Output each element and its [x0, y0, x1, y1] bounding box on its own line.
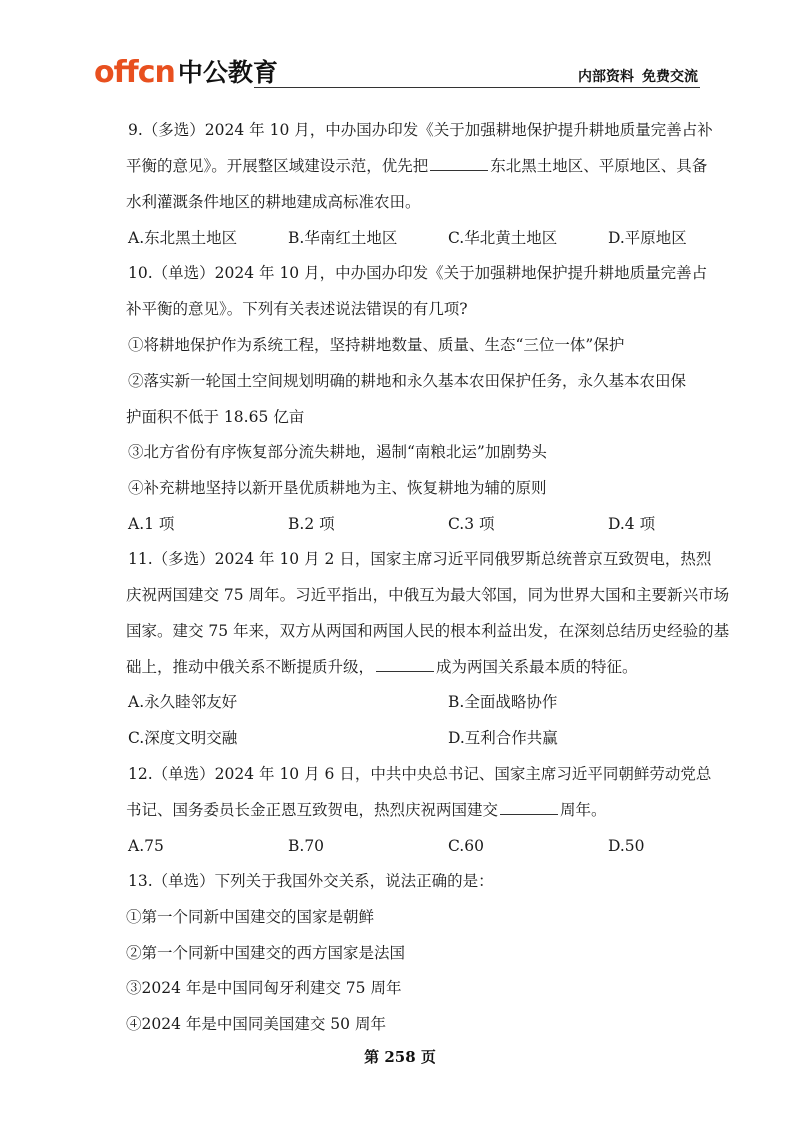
q9-option-c: C.华北黄土地区 [448, 229, 558, 247]
q9-line2a: 平衡的意见》。开展整区域建设示范，优先把 [126, 157, 429, 175]
q12-option-c: C.60 [448, 837, 484, 855]
q9-line2 [126, 156, 707, 176]
q9-blank [430, 156, 488, 171]
q10-statement-1: ①将耕地保护作为系统工程，坚持耕地数量、质量、生态“三位一体”保护 [128, 336, 625, 354]
q13-statement-1: ①第一个同新中国建交的国家是朝鲜 [126, 908, 375, 926]
q12-option-a: A.75 [128, 837, 164, 855]
header-rule [254, 87, 700, 88]
tag-internal: 内部资料 [578, 69, 634, 85]
q11-line4b: 成为两国关系最本质的特征。 [436, 658, 638, 676]
header-tags [578, 66, 698, 86]
q12-option-b: B.70 [288, 837, 325, 855]
q12-line2a: 书记、国务委员长金正恩互致贺电，热烈庆祝两国建交 [126, 801, 499, 819]
q11-line1: 11.（多选）2024 年 10 月 2 日，国家主席习近平同俄罗斯总统普京互致贺电，热烈 [128, 550, 712, 568]
q11-option-c: C.深度文明交融 [128, 729, 238, 747]
q10-line1: 10.（单选）2024 年 10 月，中办国办印发《关于加强耕地保护提升耕地质量完善占 [128, 264, 708, 282]
q13-statement-4: ④2024 年是中国同美国建交 50 周年 [126, 1015, 386, 1033]
logo-cn: 中公教育 [177, 58, 278, 87]
q9-line3: 水利灌溉条件地区的耕地建成高标准农田。 [126, 193, 421, 211]
q9-line1: 9.（多选）2024 年 10 月，中办国办印发《关于加强耕地保护提升耕地质量完善占补 [128, 121, 713, 139]
q10-option-c: C.3 项 [448, 515, 495, 533]
q10-statement-3: ③北方省份有序恢复部分流失耕地，遏制“南粮北运”加剧势头 [128, 443, 547, 461]
q12-option-d: D.50 [608, 837, 645, 855]
q10-statement-2b: 护面积不低于 18.65 亿亩 [126, 408, 305, 426]
q12-blank [500, 800, 558, 815]
q11-option-b: B.全面战略协作 [448, 693, 558, 711]
q11-line4a: 础上，推动中俄关系不断提质升级， [126, 658, 375, 676]
q10-option-a: A.1 项 [128, 515, 175, 533]
q13-line1: 13.（单选）下列关于我国外交关系，说法正确的是： [128, 872, 494, 890]
page-number: 第 258 页 [364, 1048, 436, 1066]
q11-line4 [126, 657, 638, 677]
q11-line3: 国家。建交 75 年来，双方从两国和两国人民的根本利益出发，在深刻总结历史经验的基 [126, 622, 730, 640]
q9-option-b: B.华南红土地区 [288, 229, 398, 247]
q13-statement-3: ③2024 年是中国同匈牙利建交 75 周年 [126, 979, 402, 997]
q12-line2b: 周年。 [560, 801, 607, 819]
q10-line2: 补平衡的意见》。下列有关表述说法错误的有几项? [126, 300, 468, 318]
q10-option-b: B.2 项 [288, 515, 335, 533]
offcn-logo [94, 56, 278, 88]
q10-statement-2a: ②落实新一轮国土空间规划明确的耕地和永久基本农田保护任务，永久基本农田保 [128, 372, 687, 390]
q10-statement-4: ④补充耕地坚持以新开垦优质耕地为主、恢复耕地为辅的原则 [128, 479, 547, 497]
q10-option-d: D.4 项 [608, 515, 656, 533]
q9-option-a: A.东北黑土地区 [128, 229, 238, 247]
q12-line2 [126, 800, 607, 820]
q9-line2b: 东北黑土地区、平原地区、具备 [490, 157, 708, 175]
q11-blank [376, 657, 434, 672]
q12-line1: 12.（单选）2024 年 10 月 6 日，中共中央总书记、国家主席习近平同朝鲜劳动党总 [128, 765, 712, 783]
tag-free: 免费交流 [642, 69, 698, 85]
q9-option-d: D.平原地区 [608, 229, 687, 247]
q11-option-a: A.永久睦邻友好 [128, 693, 238, 711]
q13-statement-2: ②第一个同新中国建交的西方国家是法国 [126, 944, 406, 962]
logo-en: offcn [94, 55, 175, 90]
q11-option-d: D.互利合作共赢 [448, 729, 558, 747]
page-header [94, 54, 700, 90]
q11-line2: 庆祝两国建交 75 周年。习近平指出，中俄互为最大邻国，同为世界大国和主要新兴市场 [126, 586, 730, 604]
